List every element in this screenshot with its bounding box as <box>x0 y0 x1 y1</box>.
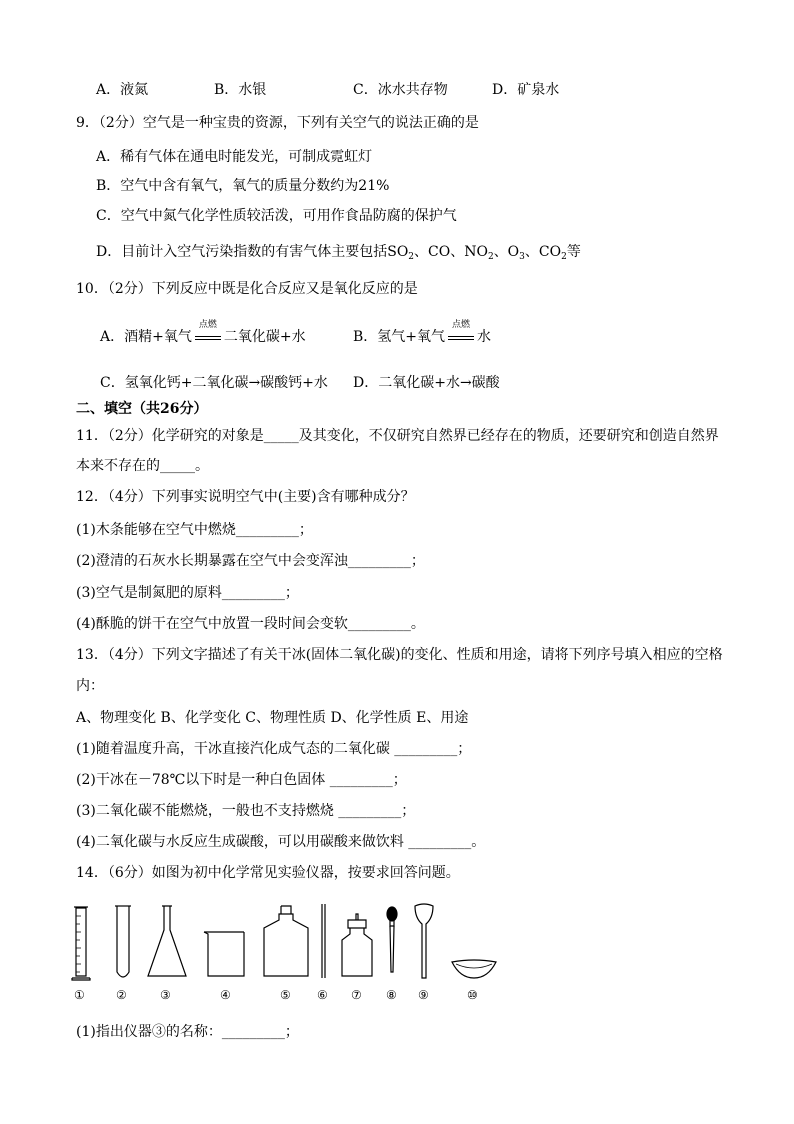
q8-option-d: D．矿泉水 <box>492 82 560 98</box>
q11-line2: 本来不存在的_____。 <box>76 458 209 474</box>
q13-sub1: (1)随着温度升高，干冰直接汽化成气态的二氧化碳 _________； <box>76 741 472 757</box>
dropper-bottle-icon <box>342 914 372 976</box>
label-7: ⑦ <box>351 988 362 1002</box>
q9-stem: 9．（2分）空气是一种宝贵的资源，下列有关空气的说法正确的是 <box>76 115 479 131</box>
q9-option-b: B．空气中含有氧气，氧气的质量分数约为21% <box>96 178 390 194</box>
q10-option-a: A．酒精+氧气 点燃 二氧化碳+水 <box>100 320 306 345</box>
reagent-bottle-icon <box>264 906 308 976</box>
label-10: ⑩ <box>467 988 478 1002</box>
q9-option-d: D．目前计入空气污染指数的有害气体主要包括$SO_2$、CO、$NO_2$、$O_3$、$CO_2$等 <box>96 244 581 262</box>
label-9: ⑨ <box>418 988 429 1002</box>
q12-sub2: (2)澄清的石灰水长期暴露在空气中会变浑浊_________； <box>76 553 425 569</box>
conical-flask-icon <box>148 906 186 976</box>
label-3: ③ <box>160 988 171 1002</box>
reaction-condition: 点燃 <box>193 330 223 344</box>
q10-stem: 10．（2分）下列反应中既是化合反应又是氧化反应的是 <box>76 281 418 297</box>
apparatus-drawing <box>68 900 508 990</box>
q13-choices: A、物理变化 B、化学变化 C、物理性质 D、化学性质 E、用途 <box>76 710 469 726</box>
label-5: ⑤ <box>280 988 291 1002</box>
q12-stem: 12．（4分）下列事实说明空气中(主要)含有哪种成分？ <box>76 489 415 505</box>
q13-line2: 内： <box>76 678 104 694</box>
q10-option-c: C．氢氧化钙+二氧化碳→碳酸钙+水 <box>100 375 328 391</box>
q8-option-c: C．冰水共存物 <box>353 82 448 98</box>
section-heading: 二、填空（共26分） <box>76 401 208 417</box>
q12-sub4: (4)酥脆的饼干在空气中放置一段时间会变软_________。 <box>76 616 425 632</box>
q10-option-d: D．二氧化碳+水→碳酸 <box>353 375 500 391</box>
q12-sub1: (1)木条能够在空气中燃烧_________； <box>76 522 313 538</box>
q13-sub3: (3)二氧化碳不能燃烧，一般也不支持燃烧 _________； <box>76 803 416 819</box>
q9-option-a: A．稀有气体在通电时能发光，可制成霓虹灯 <box>96 149 373 165</box>
q9-option-c: C．空气中氮气化学性质较活泼，可用作食品防腐的保护气 <box>96 208 457 224</box>
label-2: ② <box>116 988 127 1002</box>
glass-rod-icon <box>322 904 325 978</box>
label-6: ⑥ <box>317 988 328 1002</box>
q13-sub4: (4)二氧化碳与水反应生成碳酸，可以用碳酸来做饮料 _________。 <box>76 834 486 850</box>
evaporating-dish-icon <box>452 960 496 978</box>
funnel-icon <box>415 904 433 978</box>
apparatus-figure <box>68 900 508 1002</box>
test-tube-icon <box>115 906 131 977</box>
q13-sub2: (2)干冰在－78℃以下时是一种白色固体 _________； <box>76 772 407 788</box>
q13-line1: 13．（4分）下列文字描述了有关干冰(固体二氧化碳)的变化、性质和用途，请将下列序号填入相应的空格 <box>76 647 723 663</box>
q11-line1: 11．（2分）化学研究的对象是_____及其变化，不仅研究自然界已经存在的物质，还要研究和创造自然界 <box>76 428 719 444</box>
q10-option-b: B．氢气+氧气 点燃 水 <box>353 320 492 345</box>
q14-sub1: (1)指出仪器③的名称：_________； <box>76 1024 299 1040</box>
dropper-icon <box>387 907 397 972</box>
q12-sub3: (3)空气是制氮肥的原料_________； <box>76 585 299 601</box>
label-8: ⑧ <box>386 988 397 1002</box>
beaker-icon <box>204 932 244 976</box>
graduated-cylinder-icon <box>72 907 90 980</box>
q14-stem: 14．（6分）如图为初中化学常见实验仪器，按要求回答问题。 <box>76 865 460 881</box>
reaction-condition: 点燃 <box>446 330 476 344</box>
label-4: ④ <box>220 988 231 1002</box>
q8-option-a: A．液氮 <box>96 82 149 98</box>
label-1: ① <box>74 988 85 1002</box>
q8-option-b: B．水银 <box>214 82 267 98</box>
